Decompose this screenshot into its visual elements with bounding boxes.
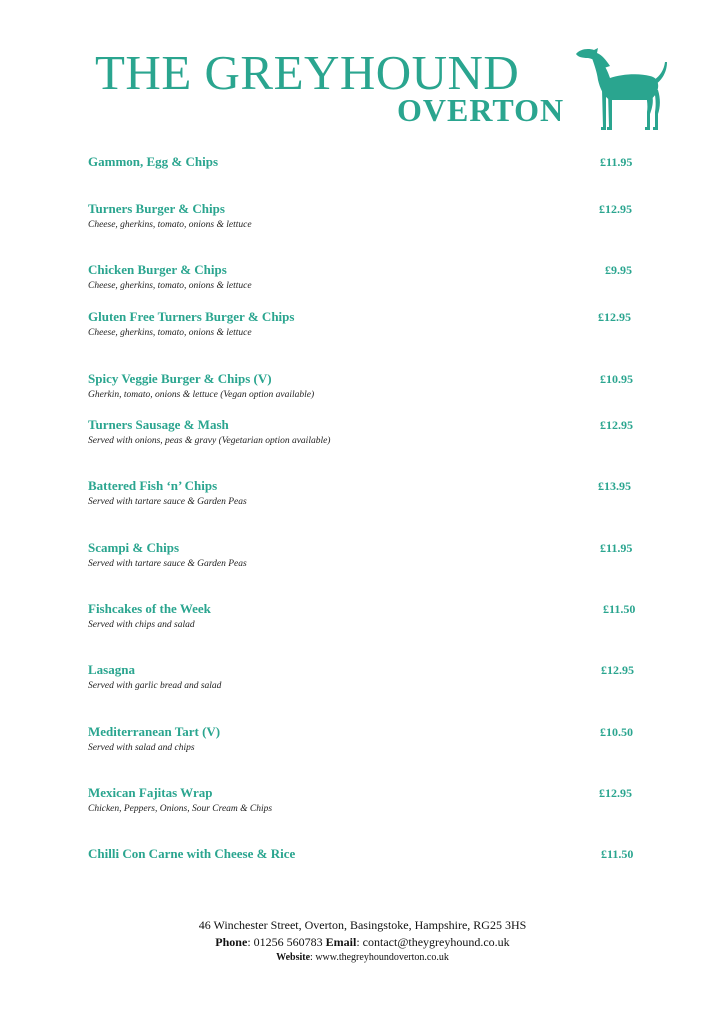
menu-item-name: Turners Burger & Chips: [88, 201, 225, 216]
menu-item: [88, 154, 648, 170]
greyhound-dog-icon: [570, 44, 670, 132]
menu-item-name: Mexican Fajitas Wrap: [88, 785, 213, 800]
footer-website: Website: www.thegreyhoundoverton.co.uk: [276, 952, 449, 963]
menu-item-name: Mediterranean Tart (V): [88, 724, 221, 739]
menu-item: [88, 262, 648, 293]
menu-item: [88, 662, 648, 693]
footer-contact: Phone: 01256 560783 Email: contact@theygreyhound.co.uk: [215, 935, 510, 949]
menu-item-price: £11.95: [600, 541, 633, 555]
menu-item-price: £12.95: [598, 310, 631, 324]
email-link[interactable]: contact@theygreyhound.co.uk: [362, 935, 510, 949]
menu-item-price: £12.95: [600, 418, 633, 432]
logo-subtitle: OVERTON: [397, 92, 565, 128]
menu-item: [88, 846, 648, 862]
menu-item-description: Cheese, gherkins, tomato, onions & lettuce: [88, 281, 252, 291]
menu-item: [88, 417, 648, 448]
website-link[interactable]: www.thegreyhoundoverton.co.uk: [315, 952, 449, 963]
menu-item-price: £11.50: [601, 847, 634, 861]
menu-item-name: Lasagna: [88, 662, 135, 677]
menu-item-name: Fishcakes of the Week: [88, 601, 211, 616]
menu-item: [88, 478, 648, 509]
menu-item-price: £10.50: [600, 725, 633, 739]
menu-item-description: Chicken, Peppers, Onions, Sour Cream & Chips: [88, 804, 273, 814]
menu-item-name: Gammon, Egg & Chips: [88, 154, 219, 169]
footer-address: 46 Winchester Street, Overton, Basingstoke, Hampshire, RG25 3HS: [198, 918, 527, 932]
menu-item-description: Served with chips and salad: [88, 620, 195, 630]
menu-item-name: Chicken Burger & Chips: [88, 262, 227, 277]
menu-item-price: £10.95: [600, 372, 633, 386]
menu-item: [88, 371, 648, 402]
menu-item-name: Gluten Free Turners Burger & Chips: [88, 309, 295, 324]
phone-label: Phone: [215, 935, 248, 949]
menu-item-description: Served with tartare sauce & Garden Peas: [88, 559, 247, 569]
menu-item-name: Spicy Veggie Burger & Chips (V): [88, 371, 272, 386]
logo-title: THE GREYHOUND: [95, 45, 520, 100]
menu-item-name: Scampi & Chips: [88, 540, 180, 555]
menu-item-description: Served with garlic bread and salad: [88, 681, 222, 691]
menu-item-price: £11.95: [600, 155, 633, 169]
menu-item-description: Served with salad and chips: [88, 743, 195, 753]
menu-item-description: Cheese, gherkins, tomato, onions & lettuce: [88, 220, 252, 230]
email-label: Email: [325, 935, 357, 949]
menu-item-price: £11.50: [603, 602, 636, 616]
menu-item-description: Gherkin, tomato, onions & lettuce (Vegan option available): [88, 390, 315, 400]
menu-item-description: Served with tartare sauce & Garden Peas: [88, 497, 247, 507]
menu-item-name: Turners Sausage & Mash: [88, 417, 229, 432]
menu-item-name: Battered Fish ‘n’ Chips: [88, 478, 218, 493]
menu-item-price: £12.95: [599, 786, 632, 800]
menu-item-description: Cheese, gherkins, tomato, onions & lettuce: [88, 328, 252, 338]
menu-item-description: Served with onions, peas & gravy (Vegetarian option available): [88, 436, 331, 446]
menu-item: [88, 724, 648, 755]
menu-item-price: £12.95: [601, 663, 634, 677]
menu-item: [88, 309, 648, 340]
logo: [0, 0, 725, 140]
menu-item: [88, 201, 648, 232]
website-label: Website: [276, 952, 311, 963]
menu-item-price: £9.95: [605, 263, 632, 277]
phone-number[interactable]: 01256 560783: [253, 935, 323, 949]
menu-item-price: £13.95: [598, 479, 631, 493]
menu-item: [88, 540, 648, 571]
menu-item-price: £12.95: [599, 202, 632, 216]
menu-item: [88, 785, 648, 816]
menu-item: [88, 601, 648, 632]
menu-item-name: Chilli Con Carne with Cheese & Rice: [88, 846, 296, 861]
